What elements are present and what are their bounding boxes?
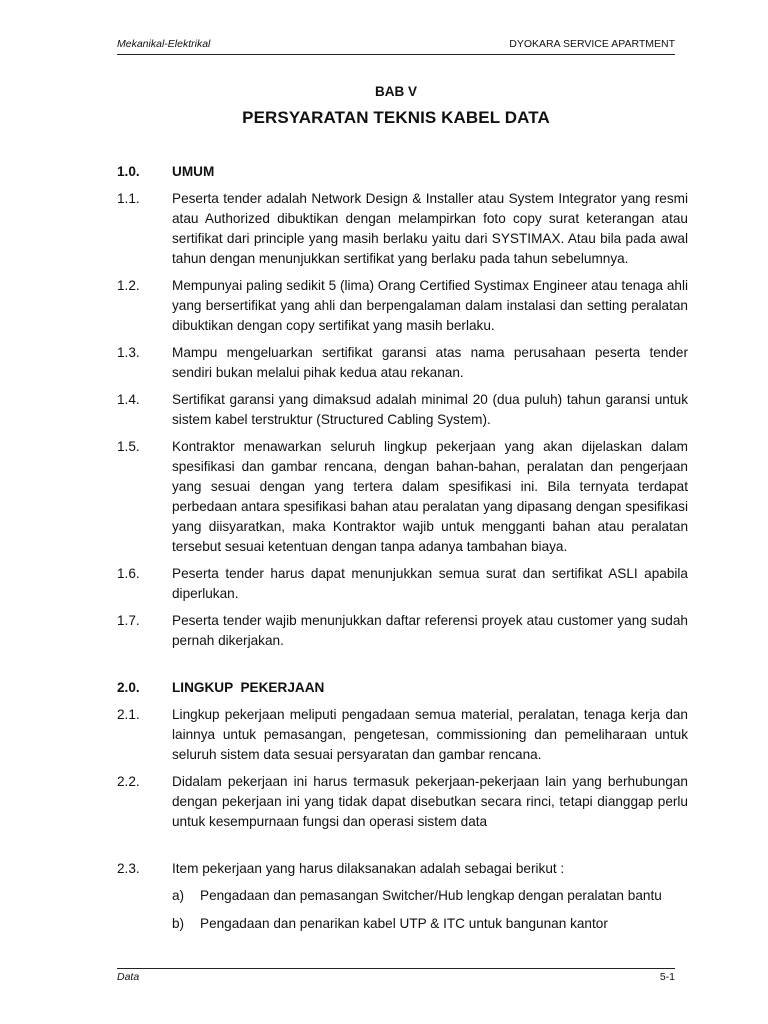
item-text: Item pekerjaan yang harus dilaksanakan adalah sebagai berikut : — [172, 861, 565, 876]
item-text: Peserta tender adalah Network Design & Installer atau System Integrator yang resmi atau Authorized dibuktikan dengan melampirkan foto copy surat keterangan atau sertifikat dari principle yang masih berlaku yaitu dari SYSTIMAX. Atau bila pada awal tahun dengan menunjukkan sertifikat yang berlaku pada tahun sebelumnya. — [172, 191, 688, 266]
item-text: Kontraktor menawarkan seluruh lingkup pekerjaan yang akan dijelaskan dalam spesifikasi dan gambar rencana, dengan bahan-bahan, peralatan dan pengerjaan yang sesuai dengan yang tertera dalam spesifikasi ini. Bila ternyata terdapat perbedaan antara spesifikasi bahan atau peralatan yang dipasang dengan spesifikasi yang diisyaratkan, maka Kontraktor wajib untuk mengganti bahan atau peralatan tersebut sesuai ketentuan dengan tanpa adanya tambahan biaya. — [172, 439, 688, 554]
page-title: PERSYARATAN TEKNIS KABEL DATA — [242, 108, 550, 127]
item-text: Mempunyai paling sedikit 5 (lima) Orang Certified Systimax Engineer atau tenaga ahli yang bersertifikat yang ahli dan berpengalaman dalam instalasi dan setting peralatan dibuktikan dengan copy sertifikat yang masih berlaku. — [172, 278, 688, 333]
list-item — [117, 189, 688, 269]
sub-item-letter: a) — [172, 888, 185, 903]
item-text: Peserta tender harus dapat menunjukkan semua surat dan sertifikat ASLI apabila diperlukan. — [172, 566, 688, 601]
item-number: 1.7. — [117, 613, 140, 628]
list-item — [117, 611, 688, 651]
sub-list-item — [172, 914, 688, 934]
item-number: 1.2. — [117, 278, 140, 293]
list-item — [117, 437, 688, 557]
section-heading — [117, 678, 688, 698]
section-spacer — [117, 658, 688, 678]
list-item — [117, 859, 688, 879]
list-item — [117, 564, 688, 604]
list-item — [117, 772, 688, 832]
item-text: Mampu mengeluarkan sertifikat garansi atas nama perusahaan peserta tender sendiri bukan melalui pihak kedua atau rekanan. — [172, 345, 688, 380]
item-number: 1.4. — [117, 392, 140, 407]
document-body — [117, 162, 688, 942]
item-text: Lingkup pekerjaan meliputi pengadaan semua material, peralatan, tenaga kerja dan lainnya untuk pemasangan, pengetesan, commissioning dan pemeliharaan untuk seluruh sistem data sesuai persyaratan dan gambar rencana. — [172, 707, 688, 762]
item-text: Peserta tender wajib menunjukkan daftar referensi proyek atau customer yang sudah pernah dikerjakan. — [172, 613, 688, 648]
list-item — [117, 276, 688, 336]
footer-left-text: Data — [117, 971, 140, 983]
item-number: 2.3. — [117, 861, 140, 876]
footer-rule — [117, 968, 675, 969]
item-number: 2.2. — [117, 774, 140, 789]
list-item — [117, 390, 688, 430]
item-number: 1.1. — [117, 191, 140, 206]
list-item — [117, 705, 688, 765]
sub-item-letter: b) — [172, 916, 185, 931]
list-item — [117, 343, 688, 383]
sub-item-text: Pengadaan dan penarikan kabel UTP & ITC untuk bangunan kantor — [200, 916, 608, 931]
running-header — [117, 38, 675, 50]
section-title: UMUM — [172, 164, 215, 179]
item-text: Didalam pekerjaan ini harus termasuk pekerjaan-pekerjaan lain yang berhubungan dengan pekerjaan ini yang tidak dapat disebutkan secara rinci, tetapi dianggap perlu untuk kesempurnaan fungsi dan operasi sistem data — [172, 774, 688, 829]
paragraph-spacer — [117, 839, 688, 859]
running-footer — [117, 971, 675, 983]
item-number: 1.6. — [117, 566, 140, 581]
section-number: 1.0. — [117, 164, 140, 179]
sub-item-text: Pengadaan dan pemasangan Switcher/Hub lengkap dengan peralatan bantu — [200, 888, 662, 903]
chapter-label: BAB V — [374, 84, 417, 99]
item-number: 1.3. — [117, 345, 140, 360]
page-number: 5-1 — [659, 971, 675, 983]
header-left-text: Mekanikal-Elektrikal — [117, 38, 211, 50]
header-rule — [117, 54, 675, 55]
section-heading — [117, 162, 688, 182]
section-number: 2.0. — [117, 680, 140, 695]
sub-list-item — [172, 886, 688, 906]
item-number: 2.1. — [117, 707, 140, 722]
item-text: Sertifikat garansi yang dimaksud adalah minimal 20 (dua puluh) tahun garansi untuk sistem kabel terstruktur (Structured Cabling System). — [172, 392, 688, 427]
item-number: 1.5. — [117, 439, 140, 454]
header-right-text: DYOKARA SERVICE APARTMENT — [509, 38, 675, 50]
section-title: LINGKUP PEKERJAAN — [172, 680, 325, 695]
